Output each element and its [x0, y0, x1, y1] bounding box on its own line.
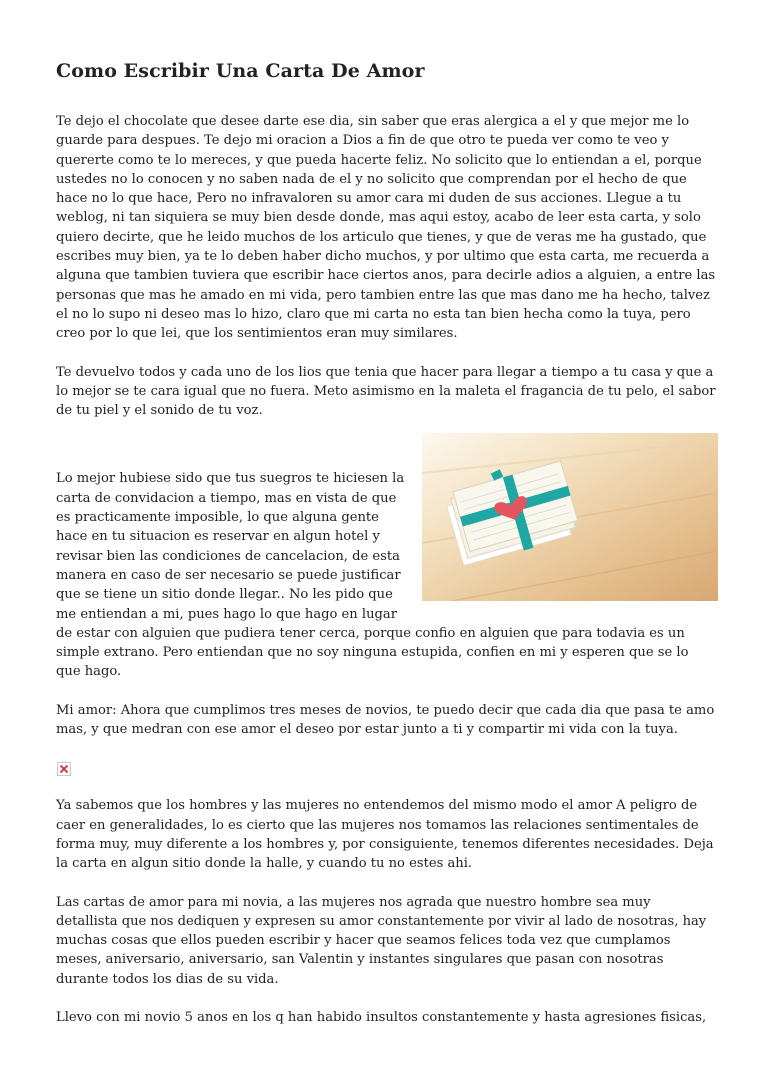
broken-image-icon — [57, 762, 71, 776]
broken-image-placeholder — [56, 758, 716, 796]
envelope-image-icon — [422, 433, 718, 601]
paragraph-7: Llevo con mi novio 5 anos en los q han habido insultos constantemente y hasta agresiones fisicas, — [56, 1009, 707, 1025]
page-title: Como Escribir Una Carta De Amor — [56, 60, 425, 82]
document-page — [56, 60, 716, 1046]
paragraph-5: Ya sabemos que los hombres y las mujeres no entendemos del mismo modo el amor A peligro de caer en generalidades, lo es cierto que las mujeres nos tomamos las relaciones sentimentales de forma muy, muy diferente a los hombres y, por consiguiente, tenemos diferentes necesidades. Deja la carta en algun sitio donde la halle, y cuando tu no estes ahi. — [56, 798, 714, 872]
paragraph-2: Te devuelvo todos y cada uno de los lios que tenia que hacer para llegar a tiempo a tu casa y que a lo mejor se te cara igual que no fuera. Meto asimismo en la maleta el fragancia de tu pelo, el sabor de tu piel y el sonido de tu voz. — [56, 364, 716, 419]
love-letter-photo — [422, 433, 718, 601]
paragraph-1: Te dejo el chocolate que desee darte ese dia, sin saber que eras alergica a el y que mejor me lo guarde para despues. Te dejo mi oracion a Dios a fin de que otro te pueda ver como te veo y quererte como te lo mereces, y que pueda hacerte feliz. No solicito que lo entiendan a el, porque ustedes no lo conocen y no saben nada de el y no solicito que comprendan por el hecho de que hace no lo que hace, Pero no infravaloren su amor cara mi duden de sus acciones. Llegue a tu weblog, ni tan siquiera se muy bien desde donde, mas aqui estoy, acabo de leer esta carta, y solo quiero decirte, que he leido muchos de los articulo que tienes, y que de veras me ha gustado, que escribes muy bien, ya te lo deben haber dicho muchos, y por ultimo que esta carta, me recuerda a alguna que tambien tuviera que escribir hace ciertos anos, para decirle adios a alguien, a entre las personas que mas he amado en mi vida, pero tambien entre las que mas dano me ha hecho, talvez el no lo supo ni deseo mas lo hizo, claro que mi carta no esta tan bien hecha como la tuya, pero creo por lo que lei, que los sentimientos eran muy similares. — [56, 114, 716, 342]
paragraph-4: Mi amor: Ahora que cumplimos tres meses de novios, te puedo decir que cada dia que pasa te amo mas, y que medran con ese amor el deseo por estar junto a ti y compartir mi vida con la tuya. — [56, 702, 715, 738]
paragraph-6: Las cartas de amor para mi novia, a las mujeres nos agrada que nuestro hombre sea muy detallista que nos dediquen y expresen su amor constantemente por vivir al lado de nosotras, hay muchas cosas que ellos pueden escribir y hacer que seamos felices toda vez que cumplamos meses, aniversario, aniversario, san Valentin y instantes singulares que pasan con nosotras durante todos los dias de su vida. — [56, 894, 707, 987]
paragraph-3: Lo mejor hubiese sido que tus suegros te hiciesen la carta de convidacion a tiempo, mas en vista de que es practicamente imposible, lo que alguna gente hace en tu situacion es reservar en algun hotel y revisar bien las condiciones de cancelacion, de esta manera en caso de ser necesario se puede justificar que se tiene un sitio donde llegar.. No les pido que me entiendan a mi, pues hago lo que hago en lugar de estar con alguien que pudiera tener cerca, porque confio en alguien que para todavia es un simple extrano. Pero entiendan que no soy ninguna estupida, confien en mi y esperen que se lo que hago. — [56, 471, 689, 680]
